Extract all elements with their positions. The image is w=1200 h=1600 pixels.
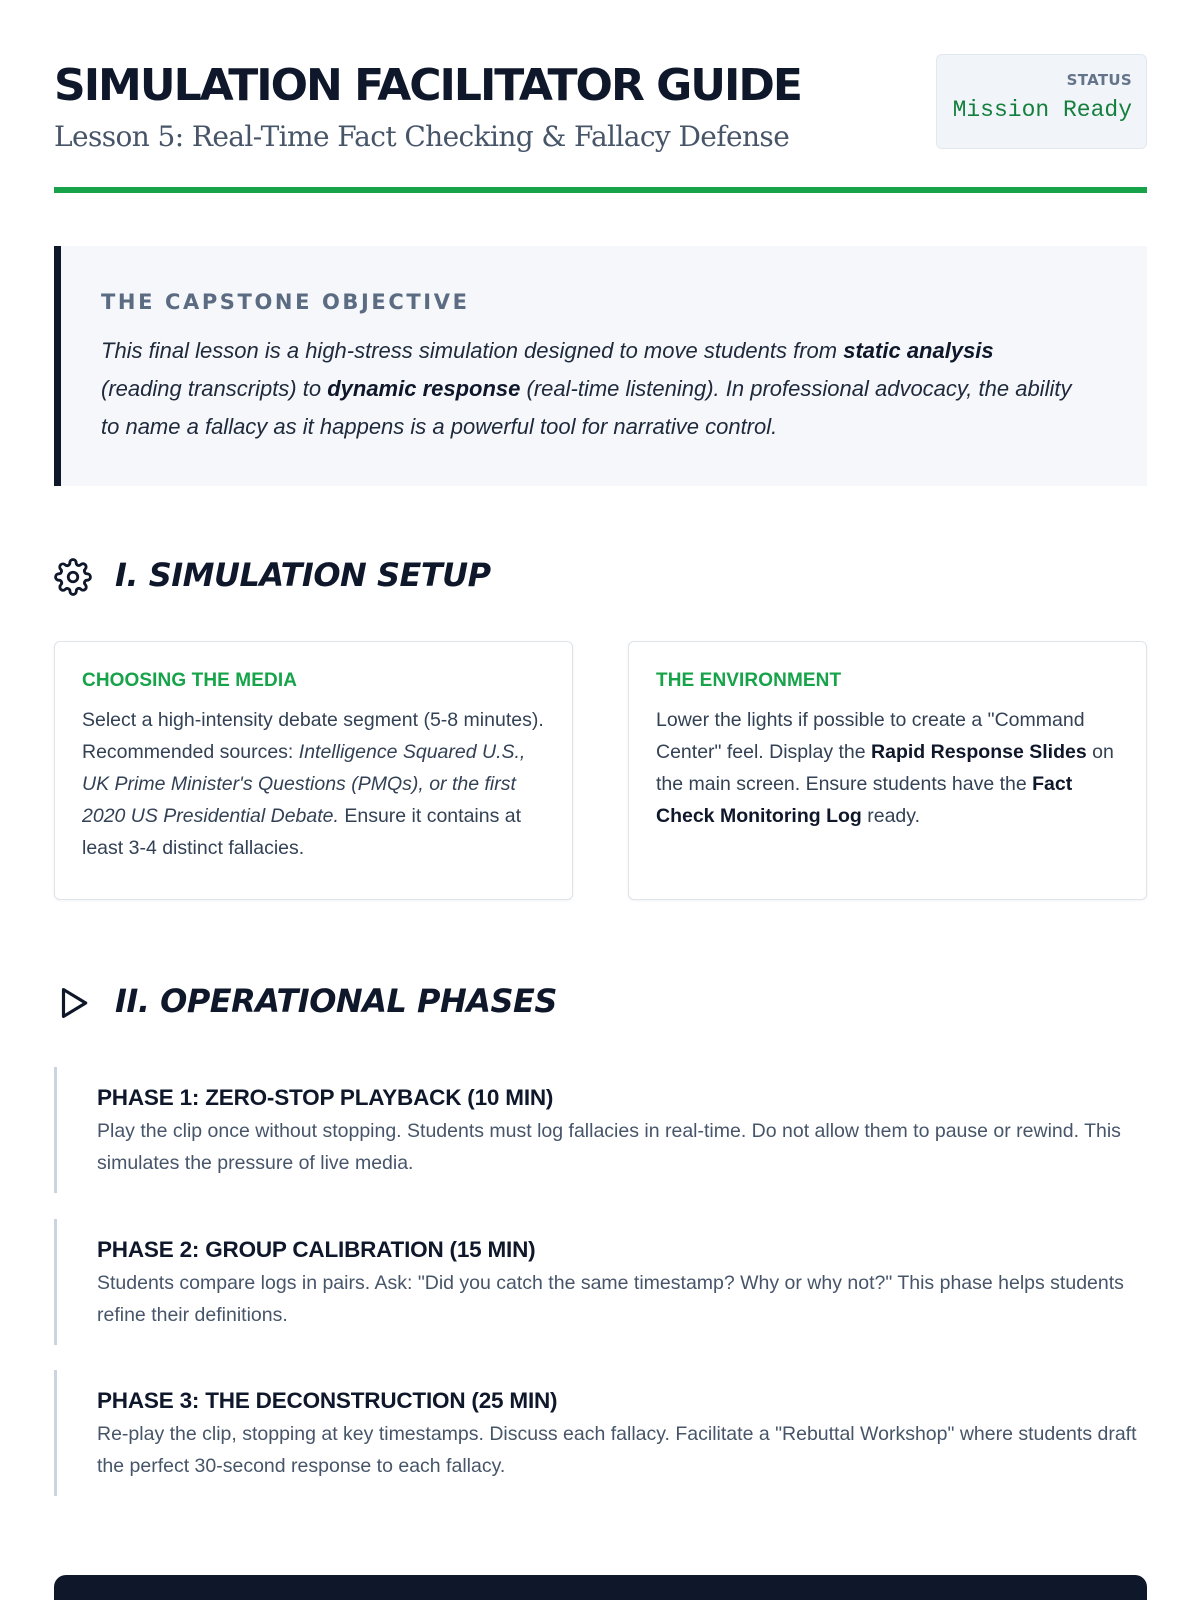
objective-emphasis-dynamic: dynamic response [327,376,521,401]
section-heading-phases [54,982,954,1026]
rapid-response-slides: Rapid Response Slides [871,741,1087,763]
objective-text: This final lesson is a high-stress simulation designed to move students from static analysis (reading transcripts) to dynamic response (real-time listening). In professional advocacy, the ability to name a fallacy as it happens is a powerful tool for narrative control. [101,338,1072,439]
phase-title: PHASE 3: THE DECONSTRUCTION (25 MIN) [97,1388,558,1413]
header-divider [54,187,1147,193]
section-heading-setup [54,556,954,600]
phase-title: PHASE 2: GROUP CALIBRATION (15 MIN) [97,1237,536,1262]
page-title: SIMULATION FACILITATOR GUIDE [54,60,801,111]
status-label: STATUS [1066,71,1132,89]
play-icon [54,984,92,1022]
fact-check-log: Fact Check Monitoring Log [656,773,1073,827]
recommended-sources: Intelligence Squared U.S., UK Prime Minister's Questions (PMQs), or the first 2020 US Presidential Debate. [82,741,526,827]
phase-item [54,1067,1147,1193]
phase-description: Re-play the clip, stopping at key timestamps. Discuss each fallacy. Facilitate a "Rebuttal Workshop" where students draft the perfect 30-second response to each fallacy. [97,1423,1137,1477]
media-card [54,641,573,900]
environment-card-text: Lower the lights if possible to create a "Command Center" feel. Display the Rapid Response Slides on the main screen. Ensure students have the Fact Check Monitoring Log ready. [656,709,1114,827]
media-card-heading: CHOOSING THE MEDIA [82,670,298,691]
section-title-phases: II. OPERATIONAL PHASES [115,982,557,1020]
lesson-subtitle: Lesson 5: Real-Time Fact Checking & Fallacy Defense [54,120,790,153]
phase-description: Play the clip once without stopping. Students must log fallacies in real-time. Do not allow them to pause or rewind. This simulates the pressure of live media. [97,1120,1121,1174]
footer-bar [54,1575,1147,1600]
phase-description: Students compare logs in pairs. Ask: "Did you catch the same timestamp? Why or why not?" This phase helps students refine their definitions. [97,1272,1124,1326]
capstone-objective-callout [54,246,1147,486]
gear-icon [54,558,92,596]
phase-title: PHASE 1: ZERO-STOP PLAYBACK (10 MIN) [97,1085,554,1110]
objective-heading: THE CAPSTONE OBJECTIVE [101,290,470,314]
environment-card-heading: THE ENVIRONMENT [656,670,842,691]
status-badge [936,54,1147,149]
objective-emphasis-static: static analysis [843,338,994,363]
media-card-text: Select a high-intensity debate segment (5-8 minutes). Recommended sources: Intelligence Squared U.S., UK Prime Minister's Questions (PMQs), or the first 2020 US Presidential Debate. Ensure it contains at least 3-4 distinct fallacies. [82,709,544,859]
environment-card [628,641,1147,900]
phase-item [54,1370,1147,1496]
document-header [54,54,1147,194]
section-title-setup: I. SIMULATION SETUP [115,556,491,594]
status-value: Mission Ready [952,97,1132,123]
phase-item [54,1219,1147,1345]
